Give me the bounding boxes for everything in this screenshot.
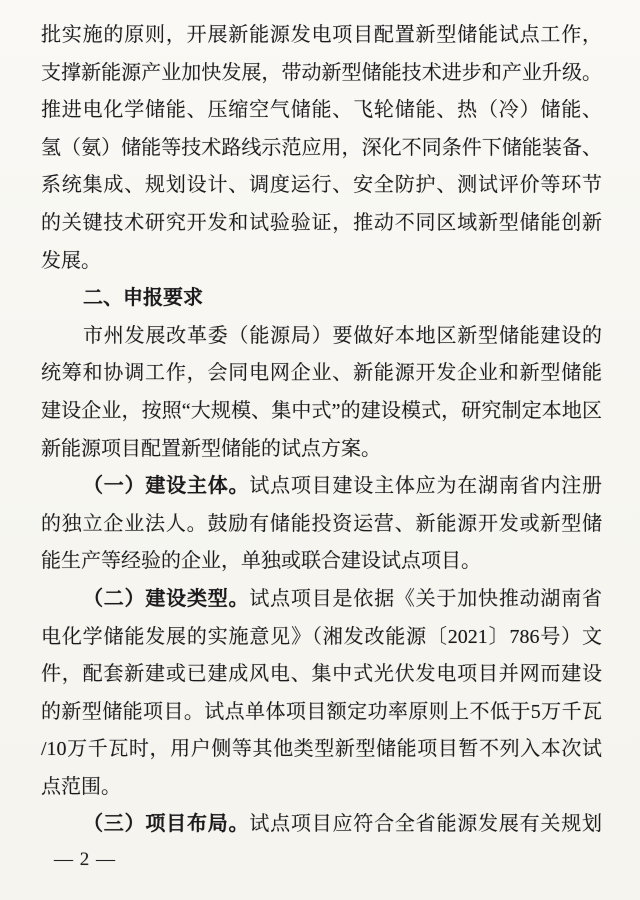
line-text: 试点项目建设主体应为在湖南省内注册 bbox=[249, 475, 603, 498]
bold-head: （二）建设类型。 bbox=[83, 587, 250, 610]
page-number: — 2 — bbox=[54, 849, 116, 870]
line-text: 试点项目应符合全省能源发展有关规划 bbox=[249, 813, 603, 836]
line-text: 试点项目是依据《关于加快推动湖南省 bbox=[249, 587, 603, 610]
bold-head: （三）项目布局。 bbox=[83, 813, 250, 836]
body-line bbox=[41, 318, 602, 356]
body-line bbox=[41, 619, 602, 657]
line-text: 系统集成、规划设计、调度运行、安全防护、测试评价等环节 bbox=[41, 174, 602, 197]
body-line bbox=[41, 769, 602, 807]
body-line bbox=[41, 506, 602, 544]
line-text: 电化学储能发展的实施意见》（湘发改能源〔2021〕786号）文 bbox=[41, 625, 602, 648]
line-text: 支撑新能源产业加快发展，带动新型储能技术进步和产业升级。 bbox=[41, 61, 602, 84]
body-line bbox=[41, 92, 602, 130]
line-text: /10万千瓦时，用户侧等其他类型新型储能项目暂不列入本次试 bbox=[41, 738, 602, 761]
subsection-start-line bbox=[41, 806, 602, 844]
body-line bbox=[41, 656, 602, 694]
subsection-start-line bbox=[41, 468, 602, 506]
line-text: 批实施的原则，开展新能源发电项目配置新型储能试点工作， bbox=[41, 24, 602, 46]
line-text: 的新型储能项目。试点单体项目额定功率原则上不低于5万千瓦 bbox=[41, 700, 602, 723]
line-text: 发展。 bbox=[41, 249, 101, 272]
body-line bbox=[41, 17, 602, 55]
body-line bbox=[41, 355, 602, 393]
body-line bbox=[41, 694, 602, 732]
line-text: 市州发展改革委（能源局）要做好本地区新型储能建设的 bbox=[83, 324, 602, 347]
body-line bbox=[41, 167, 602, 205]
body-line bbox=[41, 243, 602, 281]
line-text: 推进电化学储能、压缩空气储能、飞轮储能、热（冷）储能、 bbox=[41, 99, 602, 122]
line-text: 氢（氨）储能等技术路线示范应用，深化不同条件下储能装备、 bbox=[41, 136, 602, 159]
bold-head: （一）建设主体。 bbox=[83, 475, 250, 498]
bold-head: 二、申报要求 bbox=[83, 287, 203, 310]
body-line bbox=[41, 431, 602, 469]
subsection-start-line bbox=[41, 581, 602, 619]
line-text: 统筹和协调工作，会同电网企业、新能源开发企业和新型储能 bbox=[41, 362, 602, 385]
line-text: 建设企业，按照“大规模、集中式”的建设模式，研究制定本地区 bbox=[41, 399, 602, 422]
line-text: 的关键技术研究开发和试验验证，推动不同区域新型储能创新 bbox=[41, 211, 602, 234]
body-line bbox=[41, 130, 602, 168]
body-line bbox=[41, 543, 602, 581]
body-line bbox=[41, 731, 602, 769]
document-body bbox=[41, 17, 602, 844]
body-line bbox=[41, 55, 602, 93]
line-text: 的独立企业法人。鼓励有储能投资运营、新能源开发或新型储 bbox=[41, 512, 602, 535]
line-text: 能生产等经验的企业，单独或联合建设试点项目。 bbox=[41, 550, 481, 573]
body-line bbox=[41, 393, 602, 431]
line-text: 点范围。 bbox=[41, 775, 121, 798]
line-text: 新能源项目配置新型储能的试点方案。 bbox=[41, 437, 381, 460]
section-heading bbox=[41, 280, 602, 318]
body-line bbox=[41, 205, 602, 243]
line-text: 件，配套新建或已建成风电、集中式光伏发电项目并网而建设 bbox=[41, 663, 602, 686]
